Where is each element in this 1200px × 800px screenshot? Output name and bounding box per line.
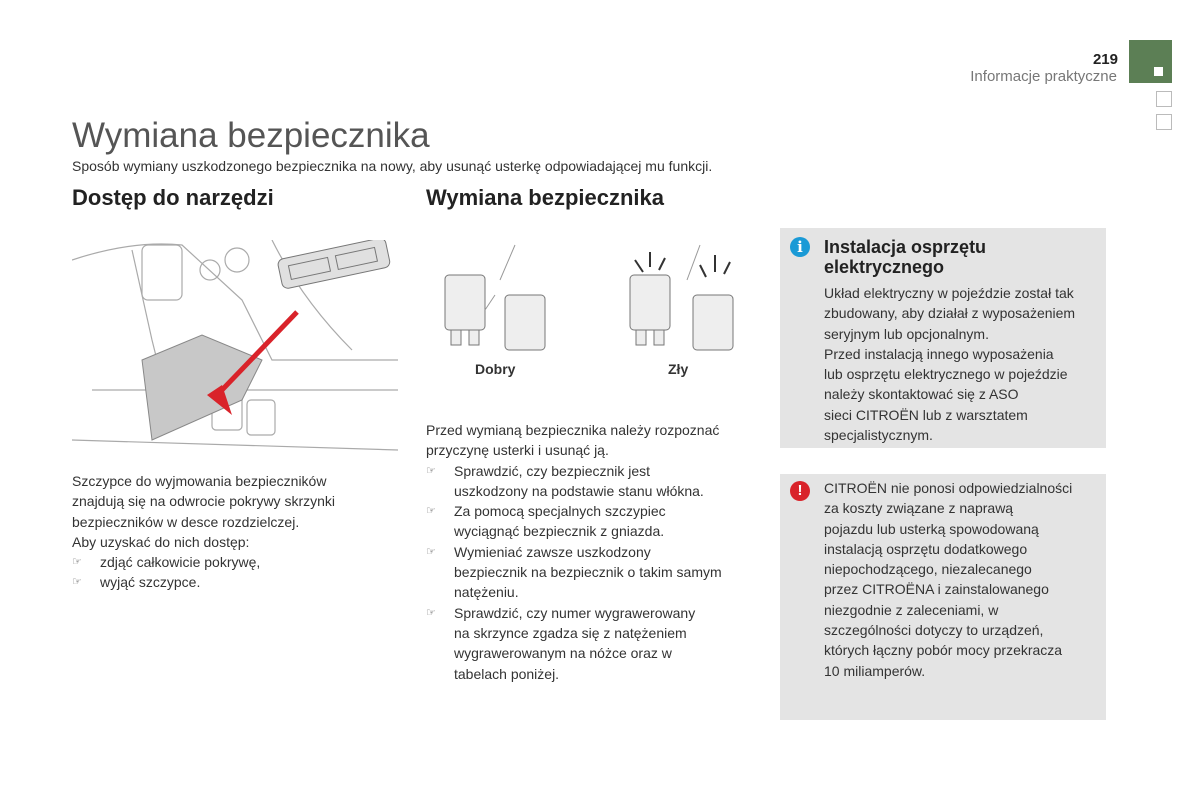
text-line: przez CITROËNA i zainstalowanego xyxy=(824,581,1049,598)
fuse-illustration xyxy=(425,240,765,360)
dashboard-illustration xyxy=(72,240,398,462)
chapter-marker xyxy=(1156,91,1172,107)
text-line: Układ elektryczny w pojeździe został tak xyxy=(824,285,1074,301)
text-line: Szczypce do wyjmowania bezpieczników xyxy=(72,473,327,489)
text-line: których łączny pobór mocy przekracza xyxy=(824,642,1063,659)
bullet-item xyxy=(426,501,766,542)
text-line: ☞ Sprawdzić, czy bezpiecznik jest xyxy=(454,462,651,479)
text-line: uszkodzony na podstawie stanu włókna. xyxy=(454,482,704,499)
page-title: Wymiana bezpiecznika xyxy=(72,116,430,155)
chapter-marker xyxy=(1156,114,1172,130)
section-title: Informacje praktyczne xyxy=(970,68,1117,85)
text-line: ☞ Sprawdzić, czy numer wygrawerowany xyxy=(454,604,696,621)
bullet-item xyxy=(426,542,766,603)
text-line: instalacją osprzętu dodatkowego xyxy=(824,540,1028,557)
bullet-item: ☞ zdjąć całkowicie pokrywę, xyxy=(72,552,402,572)
text-line: wygrawerowanym na nóżce oraz w xyxy=(454,645,672,662)
text-line: bezpiecznik na bezpiecznik o takim samym xyxy=(454,564,722,581)
text-line: wyciągnąć bezpiecznik z gniazda. xyxy=(454,523,665,540)
tools-access-text xyxy=(72,471,402,593)
bullet-item xyxy=(426,461,766,502)
fuse-label-bad: Zły xyxy=(668,361,689,377)
warning-icon: ! xyxy=(790,481,810,501)
page-subtitle: Sposób wymiany uszkodzonego bezpiecznika na nowy, aby usunąć usterkę odpowiadającej mu funkcji. xyxy=(72,158,713,174)
text-line: Aby uzyskać do nich dostęp: xyxy=(72,533,250,550)
text-line: niepochodzącego, niezalecanego xyxy=(824,561,1032,578)
info-box-title: Instalacja osprzętu elektrycznego xyxy=(824,237,987,277)
text-line: natężeniu. xyxy=(454,584,519,601)
fuse-replacement-text xyxy=(426,420,766,684)
text-line: Przed instalacją innego wyposażenia xyxy=(824,345,1054,362)
fuse-label-good: Dobry xyxy=(475,361,516,377)
text-line: przyczynę usterki i usunąć ją. xyxy=(426,442,609,459)
text-line: pojazdu lub usterką spowodowaną xyxy=(824,520,1039,537)
text-line: CITROËN nie ponosi odpowiedzialności xyxy=(824,480,1073,496)
text-line: ☞ Wymieniać zawsze uszkodzony xyxy=(454,543,651,560)
info-box-text xyxy=(824,283,1075,445)
text-line: szczególności dotyczy to urządzeń, xyxy=(824,622,1044,639)
text-line: Przed wymianą bezpiecznika należy rozpoznać xyxy=(426,422,720,438)
warning-box xyxy=(780,474,1106,720)
heading-fuse-replacement: Wymiana bezpiecznika xyxy=(426,185,665,210)
text-line: specjalistycznym. xyxy=(824,427,933,444)
warning-box-text xyxy=(824,478,1072,681)
text-line: za koszty związane z naprawą xyxy=(824,500,1014,517)
info-box xyxy=(780,228,1106,448)
text-line: sieci CITROËN lub z warsztatem xyxy=(824,406,1028,423)
text-line: lub osprzętu elektrycznego w pojeździe xyxy=(824,366,1068,383)
chapter-tab xyxy=(1129,40,1172,83)
text-line: ☞ Za pomocą specjalnych szczypiec xyxy=(454,503,666,520)
info-icon: i xyxy=(790,237,810,257)
text-line: zbudowany, aby działał z wyposażeniem xyxy=(824,305,1076,322)
text-line: niezgodnie z zaleceniami, w xyxy=(824,601,999,618)
text-line: seryjnym lub opcjonalnym. xyxy=(824,325,989,342)
text-line: bezpieczników w desce rozdzielczej. xyxy=(72,513,300,530)
heading-tools-access: Dostęp do narzędzi xyxy=(72,185,274,210)
bullet-item xyxy=(426,603,766,684)
text-line: znajdują się na odwrocie pokrywy skrzynki xyxy=(72,493,335,510)
bullet-item: ☞ wyjąć szczypce. xyxy=(72,572,402,592)
text-line: tabelach poniżej. xyxy=(454,665,560,682)
text-line: 10 miliamperów. xyxy=(824,662,926,679)
text-line: należy skontaktować się z ASO xyxy=(824,386,1019,403)
text-line: na skrzynce zgadza się z natężeniem xyxy=(454,624,687,641)
page-number: 219 xyxy=(1092,51,1118,68)
